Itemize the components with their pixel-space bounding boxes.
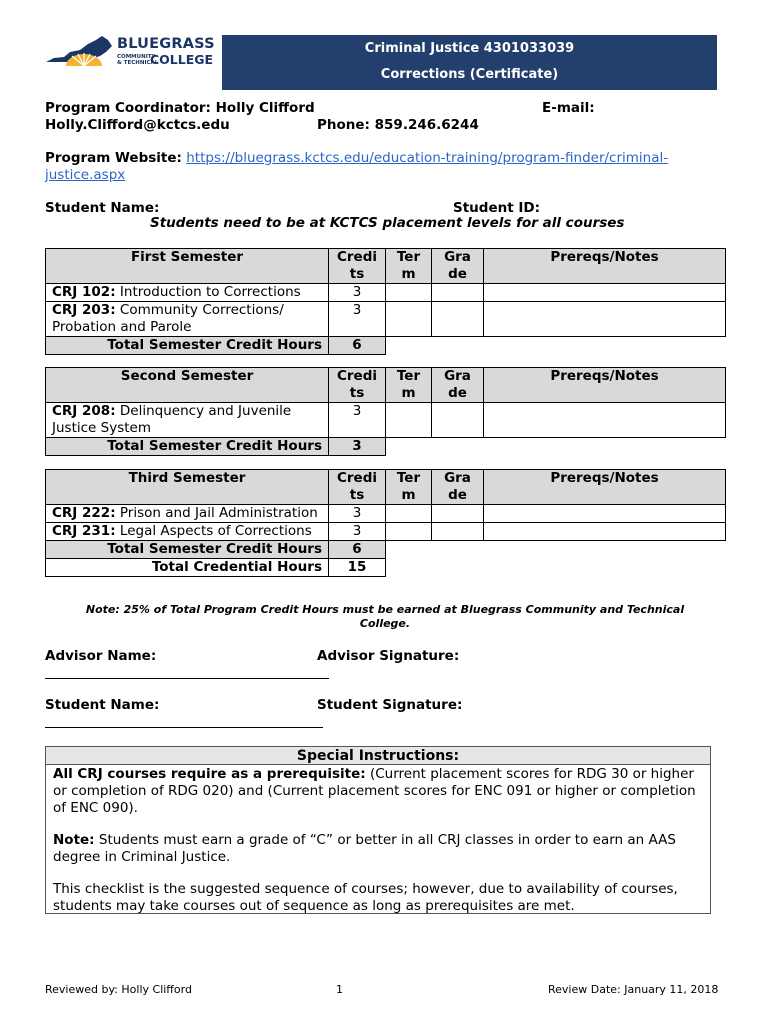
total-row xyxy=(46,337,726,355)
credits-cell: 3 xyxy=(329,505,386,523)
grade-cell[interactable] xyxy=(432,505,484,523)
grade-header: Gra de xyxy=(432,470,484,505)
credits-header: Credi ts xyxy=(329,470,386,505)
term-cell[interactable] xyxy=(386,523,432,541)
course-cell: CRJ 222: Prison and Jail Administration xyxy=(46,505,329,523)
credits-header: Credi ts xyxy=(329,368,386,403)
website-link-continued[interactable]: justice.aspx xyxy=(45,167,126,183)
semester-title: Third Semester xyxy=(46,470,329,505)
credits-cell: 3 xyxy=(329,523,386,541)
total-label: Total Semester Credit Hours xyxy=(46,337,329,355)
notes-cell[interactable] xyxy=(484,302,726,337)
course-cell: CRJ 208: Delinquency and Juvenile Justice System xyxy=(46,403,329,438)
prerequisite-paragraph: All CRJ courses require as a prerequisite: (Current placement scores for RDG 30 or higher or completion of RDG 020) and (Current placement scores for ENC 091 or higher or completion of ENC 090). xyxy=(53,766,696,816)
grade-cell[interactable] xyxy=(432,523,484,541)
prereqs-header: Prereqs/Notes xyxy=(484,249,726,284)
sequence-paragraph: This checklist is the suggested sequence of courses; however, due to availability of courses, students may take courses out of sequence as long as prerequisites are met. xyxy=(53,881,678,914)
notes-cell[interactable] xyxy=(484,523,726,541)
review-date: Review Date: January 11, 2018 xyxy=(548,983,719,996)
program-title: Criminal Justice 4301033039 xyxy=(364,41,575,56)
prereqs-header: Prereqs/Notes xyxy=(484,470,726,505)
total-value: 3 xyxy=(329,438,386,456)
total-value: 6 xyxy=(329,541,386,559)
special-instructions-box xyxy=(45,746,711,914)
reviewed-by: Reviewed by: Holly Clifford xyxy=(45,983,192,996)
email-label: E-mail: xyxy=(542,100,595,116)
page-number: 1 xyxy=(336,983,343,996)
logo-subtext: COMMUNITY & TECHNICAL xyxy=(117,54,159,66)
semester-title: First Semester xyxy=(46,249,329,284)
student-name-label-2: Student Name: xyxy=(45,697,160,713)
course-cell: CRJ 231: Legal Aspects of Corrections xyxy=(46,523,329,541)
phone-value: Phone: 859.246.6244 xyxy=(317,117,479,133)
prereqs-header: Prereqs/Notes xyxy=(484,368,726,403)
advisor-name-line[interactable] xyxy=(45,678,329,679)
logo-college-text: COLLEGE xyxy=(150,52,214,67)
logo-wordmark: BLUEGRASS xyxy=(117,36,215,52)
total-label: Total Semester Credit Hours xyxy=(46,541,329,559)
credential-total-row xyxy=(46,559,726,577)
credits-cell: 3 xyxy=(329,403,386,438)
total-row xyxy=(46,438,726,456)
advisor-name-label: Advisor Name: xyxy=(45,648,157,664)
table-row xyxy=(46,403,726,438)
credential-total-value: 15 xyxy=(329,559,386,577)
program-website xyxy=(45,150,725,184)
program-title-banner xyxy=(222,35,717,90)
table-row xyxy=(46,302,726,337)
grade-header: Gra de xyxy=(432,249,484,284)
total-value: 6 xyxy=(329,337,386,355)
email-value: Holly.Clifford@kctcs.edu xyxy=(45,117,230,133)
advisor-signature-label: Advisor Signature: xyxy=(317,648,460,664)
semester-title: Second Semester xyxy=(46,368,329,403)
table-header-row xyxy=(46,470,726,505)
grade-cell[interactable] xyxy=(432,302,484,337)
student-id-label: Student ID: xyxy=(453,200,540,216)
table-header-row xyxy=(46,249,726,284)
table-row xyxy=(46,505,726,523)
residency-note: Note: 25% of Total Program Credit Hours must be earned at Bluegrass Community and Technical College. xyxy=(85,603,685,630)
course-cell: CRJ 102: Introduction to Corrections xyxy=(46,284,329,302)
term-header: Ter m xyxy=(386,249,432,284)
grade-cell[interactable] xyxy=(432,284,484,302)
student-name-line[interactable] xyxy=(45,727,323,728)
special-instructions-heading: Special Instructions: xyxy=(46,747,710,765)
table-row xyxy=(46,523,726,541)
total-row xyxy=(46,541,726,559)
table-header-row xyxy=(46,368,726,403)
credits-cell: 3 xyxy=(329,284,386,302)
placement-note: Students need to be at KCTCS placement levels for all courses xyxy=(150,215,625,231)
student-name-label: Student Name: xyxy=(45,200,160,216)
third-semester-table xyxy=(45,469,726,577)
credential-total-label: Total Credential Hours xyxy=(46,559,329,577)
term-cell[interactable] xyxy=(386,505,432,523)
website-link[interactable]: https://bluegrass.kctcs.edu/education-training/program-finder/criminal- xyxy=(186,150,669,166)
course-cell: CRJ 203: Community Corrections/ Probation and Parole xyxy=(46,302,329,337)
grade-header: Gra de xyxy=(432,368,484,403)
notes-cell[interactable] xyxy=(484,403,726,438)
term-cell[interactable] xyxy=(386,302,432,337)
website-label: Program Website: xyxy=(45,150,182,166)
special-instructions-body xyxy=(46,765,710,931)
total-label: Total Semester Credit Hours xyxy=(46,438,329,456)
credits-cell: 3 xyxy=(329,302,386,337)
coordinator-label: Program Coordinator: Holly Clifford xyxy=(45,100,315,116)
table-row xyxy=(46,284,726,302)
student-signature-label: Student Signature: xyxy=(317,697,463,713)
term-header: Ter m xyxy=(386,368,432,403)
program-subtitle: Corrections (Certificate) xyxy=(380,67,559,82)
term-cell[interactable] xyxy=(386,403,432,438)
kentucky-state-icon xyxy=(44,32,116,72)
credits-header: Credi ts xyxy=(329,249,386,284)
term-header: Ter m xyxy=(386,470,432,505)
grade-cell[interactable] xyxy=(432,403,484,438)
first-semester-table xyxy=(45,248,726,355)
grade-note-paragraph: Note: Students must earn a grade of “C” or better in all CRJ classes in order to earn an AAS degree in Criminal Justice. xyxy=(53,832,676,865)
notes-cell[interactable] xyxy=(484,505,726,523)
second-semester-table xyxy=(45,367,726,456)
notes-cell[interactable] xyxy=(484,284,726,302)
term-cell[interactable] xyxy=(386,284,432,302)
